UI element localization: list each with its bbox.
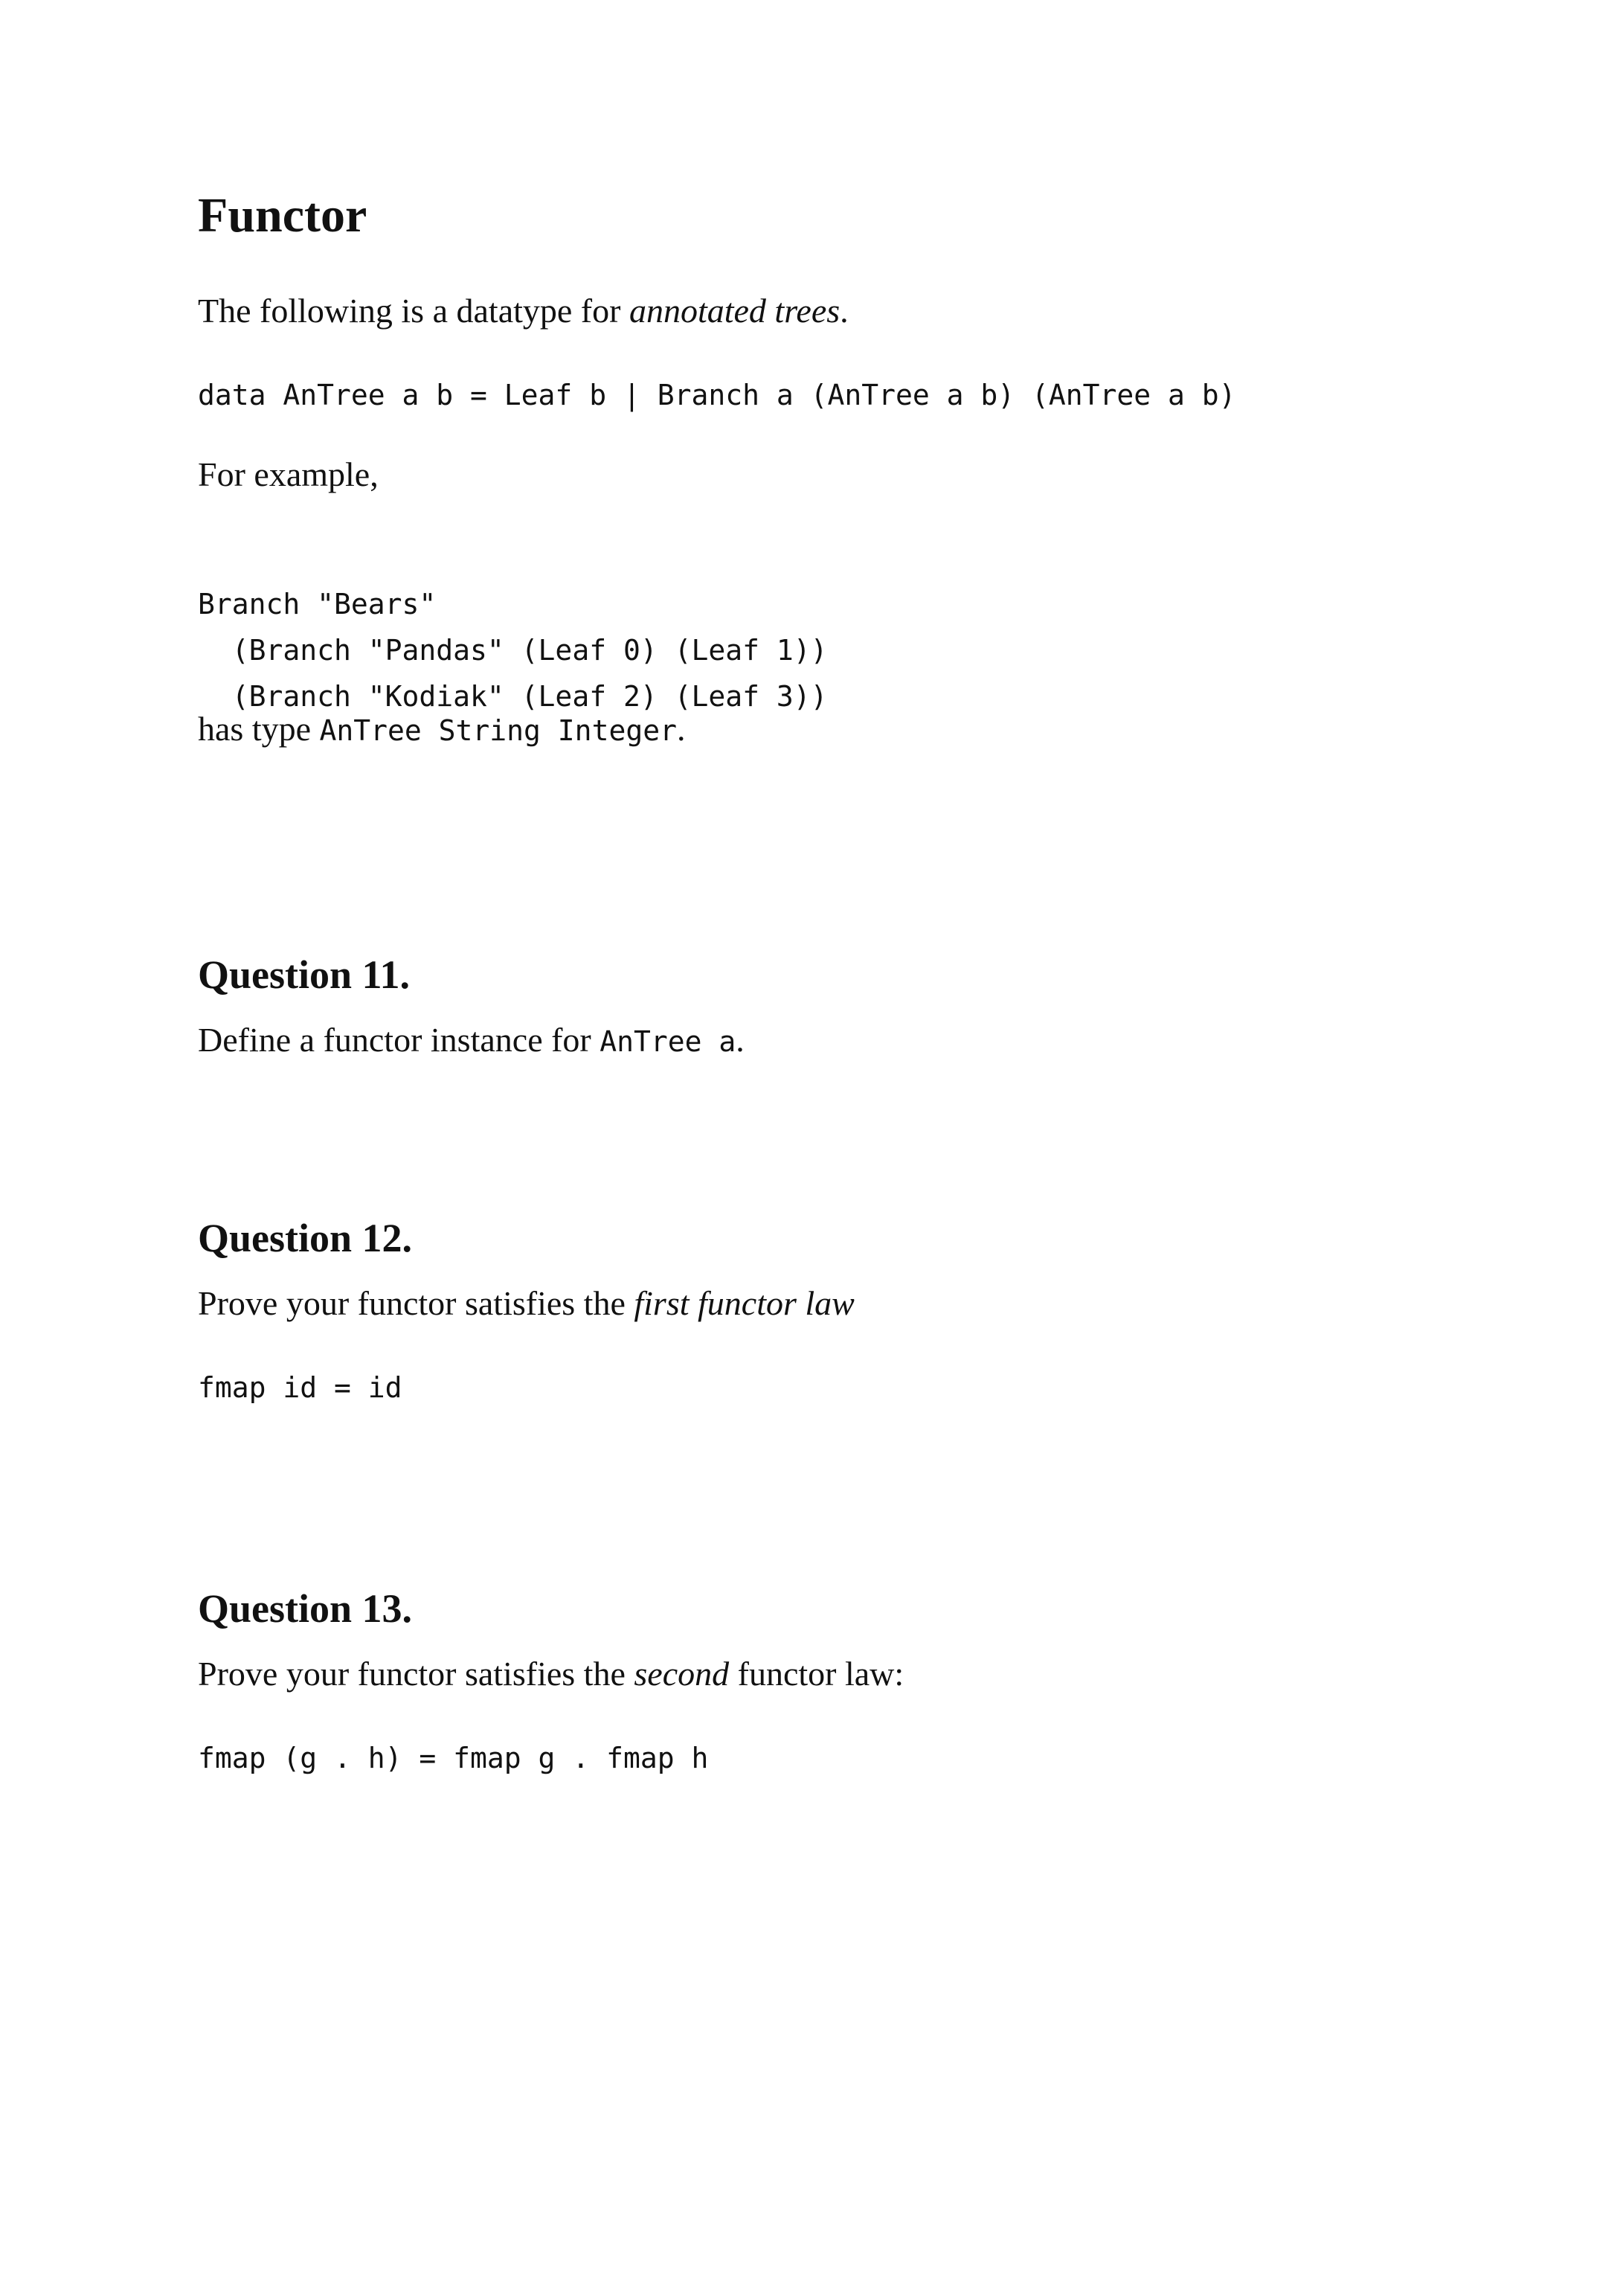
section-title: Functor [198, 188, 367, 243]
example-code-line: (Branch "Kodiak" (Leaf 2) (Leaf 3)) [198, 680, 828, 713]
question-12-heading: Question 12. [198, 1216, 413, 1260]
question-13-code: fmap (g . h) = fmap g . fmap h [198, 1742, 709, 1774]
example-label: For example, [198, 455, 379, 493]
example-code-line: Branch "Bears" [198, 588, 437, 621]
intro-end: . [840, 292, 849, 330]
example-code-block [198, 535, 827, 812]
question-13-prompt-end: functor law: [729, 1655, 904, 1693]
question-12-prompt: Prove your functor satisfies the [198, 1284, 634, 1322]
question-13-text [198, 1653, 904, 1695]
question-12-text [198, 1283, 855, 1324]
question-11-end: . [736, 1021, 745, 1059]
question-13-emphasis: second [634, 1655, 730, 1693]
has-type-end: . [676, 710, 686, 748]
question-13-heading: Question 13. [198, 1586, 413, 1631]
question-13-prompt: Prove your functor satisfies the [198, 1655, 634, 1693]
example-code-line: (Branch "Pandas" (Leaf 0) (Leaf 1)) [198, 634, 828, 667]
question-11-prompt: Define a functor instance for [198, 1021, 600, 1059]
intro-paragraph [198, 290, 849, 332]
has-type-code: AnTree String Integer [319, 714, 677, 747]
question-11-text [198, 1019, 745, 1062]
question-12-code: fmap id = id [198, 1371, 402, 1404]
has-type-text: has type [198, 710, 320, 748]
intro-emphasis: annotated trees [629, 292, 841, 330]
question-11-code: AnTree a [600, 1025, 736, 1058]
datatype-code: data AnTree a b = Leaf b | Branch a (AnTree a b) (AnTree a b) [198, 379, 1236, 411]
intro-text: The following is a datatype for [198, 292, 629, 330]
has-type-paragraph [198, 708, 685, 751]
question-11-heading: Question 11. [198, 952, 411, 997]
question-12-emphasis: first functor law [634, 1284, 855, 1322]
